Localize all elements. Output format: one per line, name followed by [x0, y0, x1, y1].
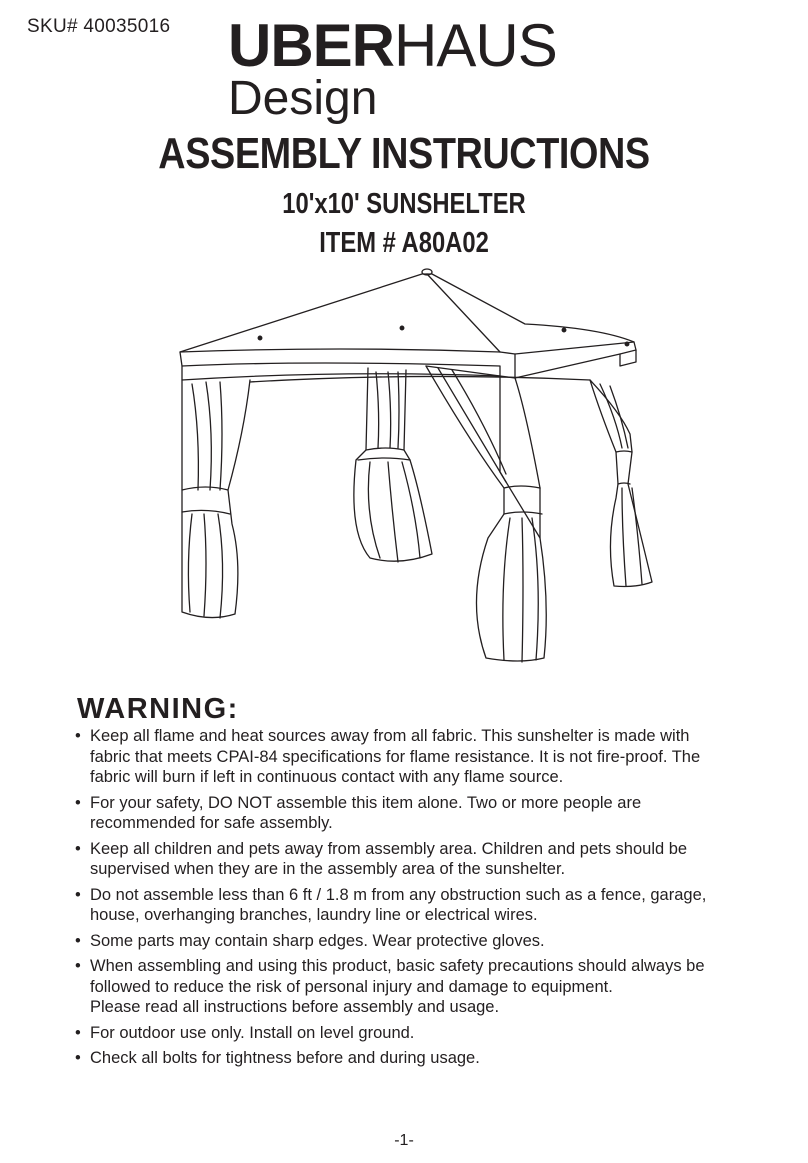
bullet: • — [75, 793, 81, 812]
warning-item-text: For outdoor use only. Install on level ground. — [90, 1023, 415, 1042]
warning-item-text: Some parts may contain sharp edges. Wear protective gloves. — [90, 931, 545, 950]
page-number: -1- — [394, 1132, 414, 1149]
brand-name-light: HAUS — [394, 12, 557, 79]
sku-number: SKU# 40035016 — [27, 16, 171, 37]
warning-item-text: Check all bolts for tightness before and during usage. — [90, 1049, 480, 1067]
warning-item-text: For your safety, DO NOT assemble this item alone. Two or more people are recommended for safe assembly. — [90, 793, 642, 832]
warning-item — [75, 839, 775, 880]
warning-item-text: Keep all children and pets away from assembly area. Children and pets should be supervised when they are in the assembly area of the sunshelter. — [90, 839, 688, 878]
document-title: ASSEMBLY INSTRUCTIONS — [158, 129, 650, 178]
warning-list — [75, 726, 775, 1074]
brand-subtitle: Design — [228, 72, 378, 125]
bullet: • — [75, 957, 81, 975]
warning-heading: WARNING: — [77, 693, 239, 725]
warning-item — [75, 726, 775, 788]
bullet: • — [75, 885, 81, 904]
item-number: ITEM # A80A02 — [319, 227, 489, 259]
warning-item — [75, 931, 775, 952]
bullet: • — [75, 1049, 81, 1067]
warning-item-text: When assembling and using this product, basic safety precautions should always be followed to reduce the risk of personal injury and damage to equipment. Please read all instructions before assembly and usage. — [90, 957, 705, 1016]
warning-item — [75, 1023, 775, 1044]
warning-item-text: Keep all flame and heat sources away from all fabric. This sunshelter is made with fabric that meets CPAI-84 specifications for flame resistance. It is not fire-proof. The fabric will burn if left in continuous contact with any flame source. — [90, 727, 701, 786]
warning-item — [75, 793, 775, 834]
warning-item-text: Do not assemble less than 6 ft / 1.8 m from any obstruction such as a fence, garage, house, overhanging branches, laundry line or electrical wires. — [90, 885, 707, 924]
sunshelter-illustration — [170, 262, 660, 664]
bullet: • — [75, 1023, 81, 1042]
brand-logo — [228, 12, 628, 125]
warning-item — [75, 1048, 775, 1069]
warning-item — [75, 885, 775, 926]
bullet: • — [75, 727, 81, 745]
product-name: 10'x10' SUNSHELTER — [282, 188, 526, 220]
warning-item — [75, 956, 775, 1018]
brand-name-bold: UBER — [228, 12, 395, 79]
bullet: • — [75, 839, 81, 858]
brand-name — [228, 14, 557, 78]
bullet: • — [75, 931, 81, 950]
